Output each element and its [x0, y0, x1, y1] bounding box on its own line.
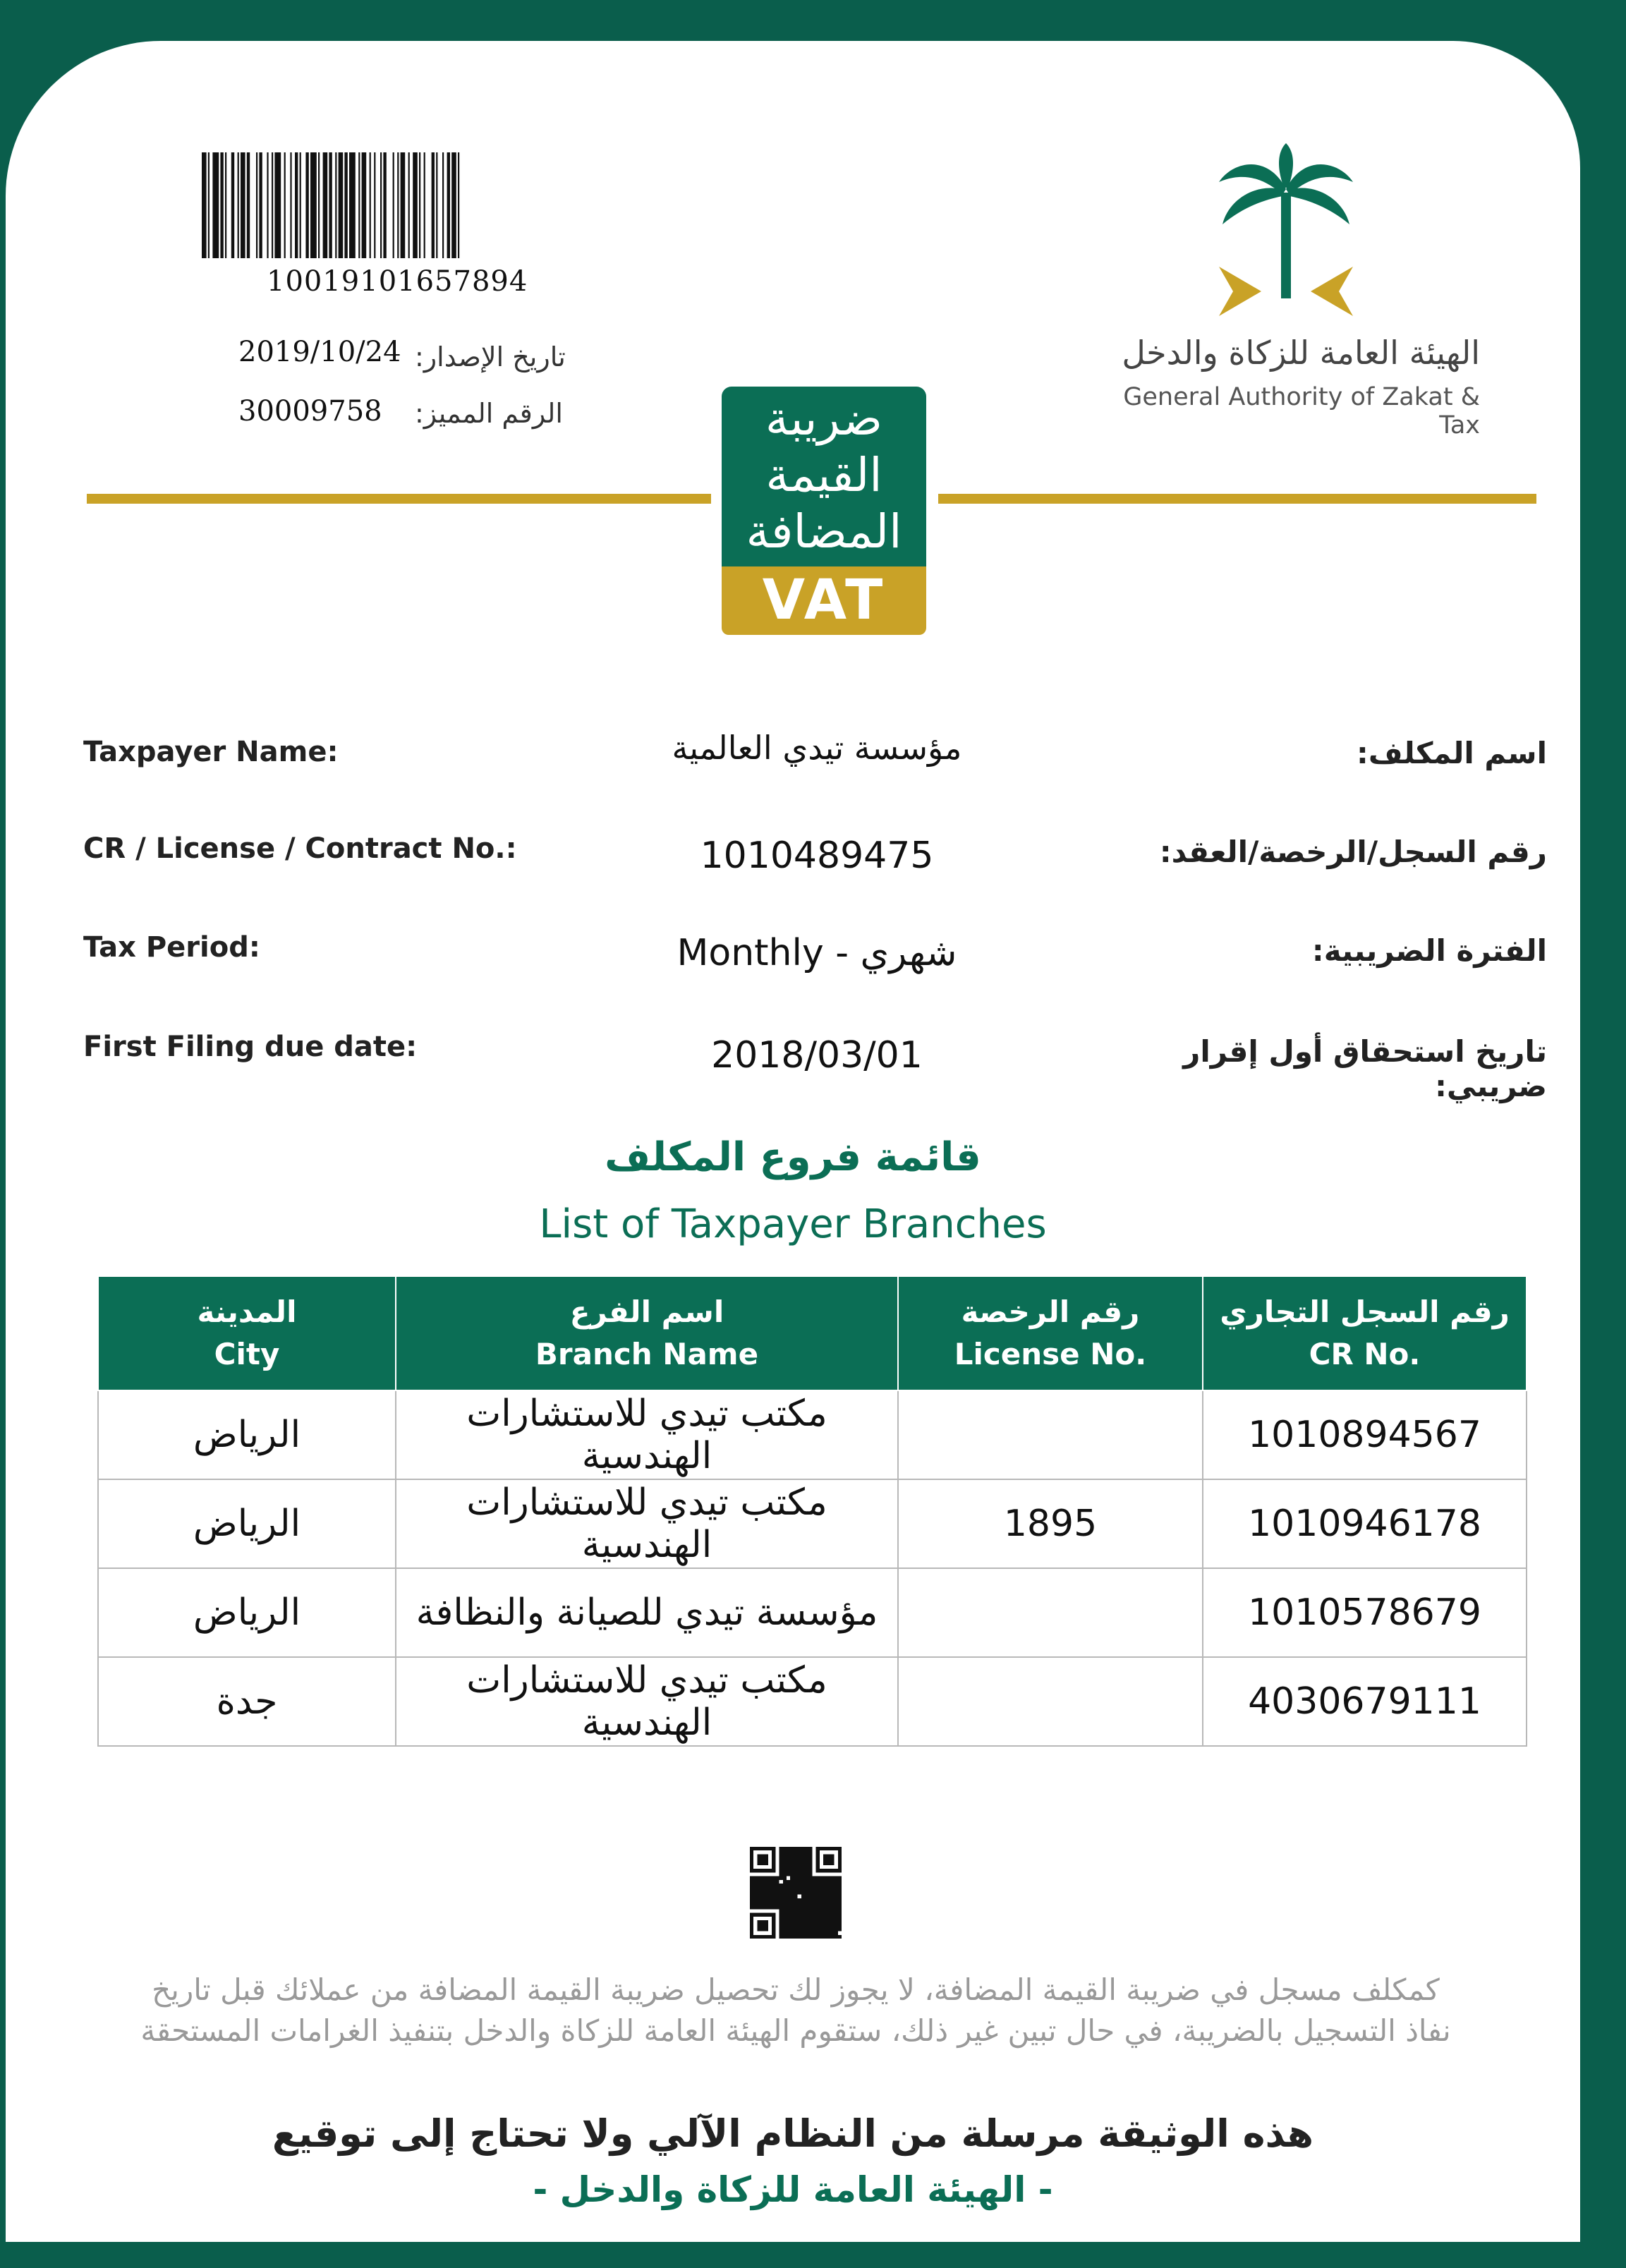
authority-name-ar: الهيئة العامة للزكاة والدخل: [1122, 334, 1480, 372]
branch-name-header-en: Branch Name: [535, 1337, 759, 1371]
license-cell: 1895: [898, 1479, 1203, 1568]
city-cell: جدة: [98, 1657, 396, 1746]
issue-date-value: 2019/10/24: [238, 336, 401, 368]
vat-logo: [722, 387, 926, 635]
license-cell: [898, 1568, 1203, 1657]
first-filing-label-ar: تاريخ استحقاق أول إقرار ضريبي:: [1183, 1034, 1547, 1103]
branches-title-ar: قائمة فروع المكلف: [605, 1134, 981, 1180]
city-header-en: City: [214, 1337, 280, 1371]
license-header-en: License No.: [954, 1337, 1147, 1371]
footer-authority: - الهيئة العامة للزكاة والدخل -: [533, 2169, 1053, 2210]
branch-name-header: [396, 1276, 898, 1390]
table-row: [98, 1568, 1527, 1657]
cr-header-en: CR No.: [1309, 1337, 1421, 1371]
vat-notice-line-2: نفاذ التسجيل بالضريبة، في حال تبين غير ذلك، ستقوم الهيئة العامة للزكاة والدخل بتنفيذ الغرامات المستحقة: [140, 2013, 1451, 2048]
branch-name-cell: مكتب تيدي للاستشارات الهندسية: [396, 1479, 898, 1568]
cr-cell: 1010894567: [1203, 1390, 1527, 1479]
gold-divider-left: [87, 494, 711, 504]
branch-name-cell: مؤسسة تيدي للصيانة والنظافة: [396, 1568, 898, 1657]
vat-logo-arabic: ضريبة القيمة المضافة: [722, 387, 926, 566]
gold-divider-right: [938, 494, 1536, 504]
first-filing-value: 2018/03/01: [711, 1034, 923, 1077]
city-header: [98, 1276, 396, 1390]
certificate-card: [6, 41, 1580, 2242]
license-header-ar: رقم الرخصة: [961, 1294, 1140, 1329]
branch-name-cell: مكتب تيدي للاستشارات الهندسية: [396, 1657, 898, 1746]
license-cell: [898, 1657, 1203, 1746]
cr-cell: 1010578679: [1203, 1568, 1527, 1657]
vat-logo-english: VAT: [722, 566, 926, 635]
first-filing-label: First Filing due date:: [83, 1031, 418, 1063]
license-cell: [898, 1390, 1203, 1479]
branch-name-header-ar: اسم الفرع: [569, 1294, 724, 1329]
vat-notice-line-1: كمكلف مسجل في ضريبة القيمة المضافة، لا يجوز لك تحصيل ضريبة القيمة المضافة من عملائك قبل تاريخ: [152, 1972, 1440, 2007]
cr-cell: 4030679111: [1203, 1657, 1527, 1746]
city-cell: الرياض: [98, 1390, 396, 1479]
city-cell: الرياض: [98, 1568, 396, 1657]
unique-id-label: الرقم المميز:: [415, 398, 563, 429]
cr-license-label: CR / License / Contract No.:: [83, 832, 517, 865]
qr-code-icon: [750, 1847, 842, 1939]
cr-license-label-ar: رقم السجل/الرخصة/العقد:: [1159, 835, 1547, 869]
branches-table: [97, 1275, 1527, 1747]
cr-header-ar: رقم السجل التجاري: [1220, 1294, 1510, 1329]
license-header: [898, 1276, 1203, 1390]
cr-header: [1203, 1276, 1527, 1390]
table-row: [98, 1390, 1527, 1479]
issue-date-label: تاريخ الإصدار:: [415, 341, 566, 372]
table-row: [98, 1657, 1527, 1746]
taxpayer-name-label: Taxpayer Name:: [83, 736, 339, 768]
branches-title-en: List of Taxpayer Branches: [539, 1201, 1047, 1247]
barcode: [202, 152, 578, 258]
tax-period-value: شهري - Monthly: [677, 932, 957, 974]
taxpayer-name-value: مؤسسة تيدي العالمية: [672, 729, 962, 767]
unique-id-value: 30009758: [238, 395, 382, 427]
barcode-number: 10019101657894: [267, 265, 528, 298]
cr-cell: 1010946178: [1203, 1479, 1527, 1568]
city-cell: الرياض: [98, 1479, 396, 1568]
palm-logo-icon: [1205, 140, 1367, 351]
table-header-row: [98, 1276, 1527, 1390]
tax-period-label-ar: الفترة الضريبية:: [1311, 933, 1547, 968]
table-row: [98, 1479, 1527, 1568]
auto-generated-note: هذه الوثيقة مرسلة من النظام الآلي ولا تحتاج إلى توقيع: [272, 2111, 1314, 2156]
city-header-ar: المدينة: [197, 1294, 297, 1329]
authority-name-en: General Authority of Zakat & Tax: [1123, 383, 1480, 439]
tax-period-label: Tax Period:: [83, 931, 260, 964]
taxpayer-name-label-ar: اسم المكلف:: [1357, 736, 1547, 770]
branch-name-cell: مكتب تيدي للاستشارات الهندسية: [396, 1390, 898, 1479]
cr-license-value: 1010489475: [700, 835, 934, 877]
